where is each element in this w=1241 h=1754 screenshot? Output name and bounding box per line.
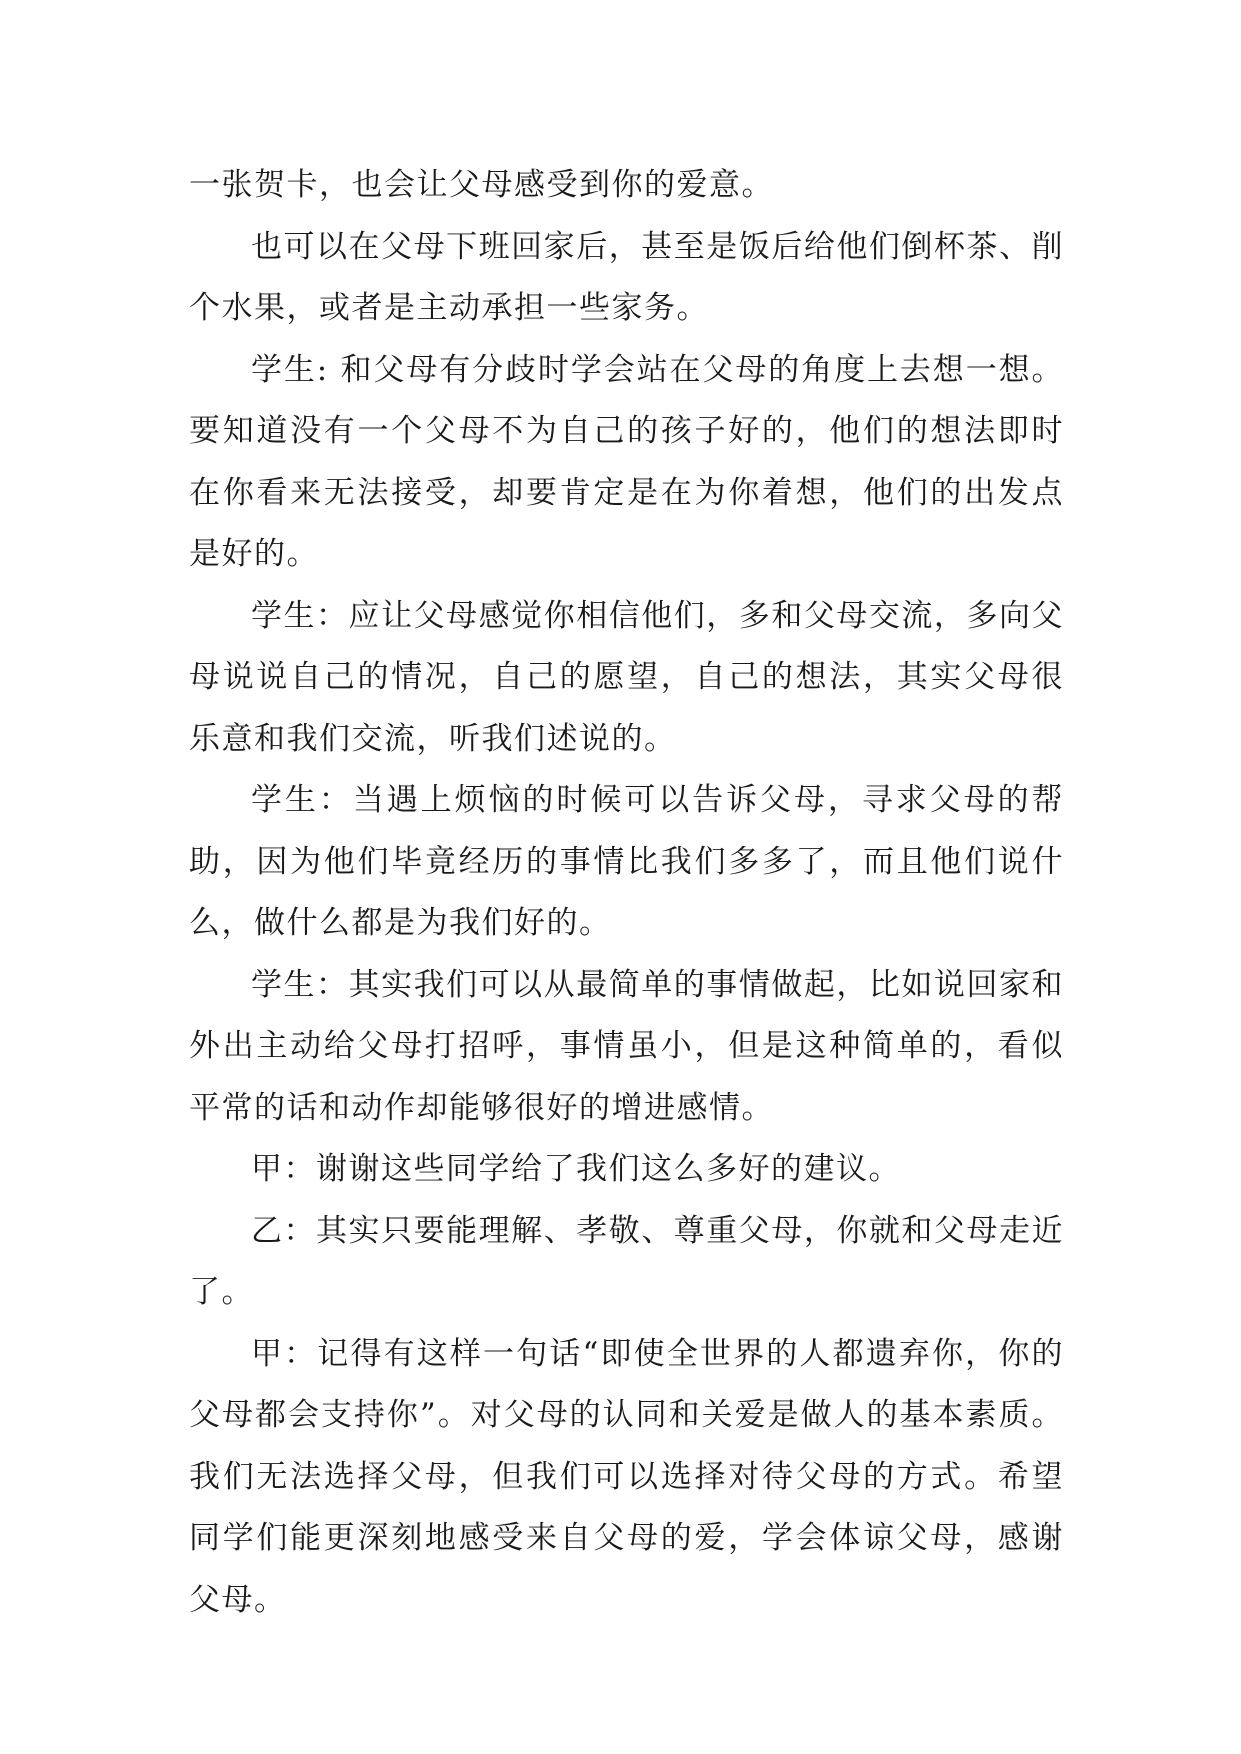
paragraph-student-seek-help: 学生：当遇上烦恼的时候可以告诉父母，寻求父母的帮助，因为他们毕竟经历的事情比我们多多了，而且他们说什么，做什么都是为我们好的。 [189, 782, 1064, 941]
paragraph-greeting-card: 一张贺卡，也会让父母感受到你的爱意。 [189, 167, 774, 203]
paragraph-student-disagreement: 学生: 和父母有分歧时学会站在父母的角度上去想一想。要知道没有一个父母不为自己的孩子好的，他们的想法即时在你看来无法接受，却要肯定是在为你着想，他们的出发点是好的。 [189, 351, 1064, 572]
paragraph-jia-thanks: 甲：谢谢这些同学给了我们这么多好的建议。 [251, 1151, 901, 1187]
paragraph-student-simple-things: 学生：其实我们可以从最简单的事情做起，比如说回家和外出主动给父母打招呼，事情虽小，但是这种简单的，看似平常的话和动作却能够很好的增进感情。 [189, 966, 1064, 1126]
document-body [189, 155, 1064, 1631]
paragraph-yi-respect: 乙：其实只要能理解、孝敬、尊重父母，你就和父母走近了。 [189, 1212, 1064, 1310]
paragraph-help-at-home: 也可以在父母下班回家后，甚至是饭后给他们倒杯茶、削个水果，或者是主动承担一些家务。 [189, 228, 1064, 326]
paragraph-jia-closing: 甲：记得有这样一句话“即使全世界的人都遗弃你，你的父母都会支持你”。对父母的认同和关爱是做人的基本素质。我们无法选择父母，但我们可以选择对待父母的方式。希望同学们能更深刻地感受来自父母的爱，学会体谅父母，感谢父母。 [189, 1335, 1064, 1618]
paragraph-student-communicate: 学生：应让父母感觉你相信他们，多和父母交流，多向父母说说自己的情况，自己的愿望，自己的想法，其实父母很乐意和我们交流，听我们述说的。 [189, 597, 1064, 757]
